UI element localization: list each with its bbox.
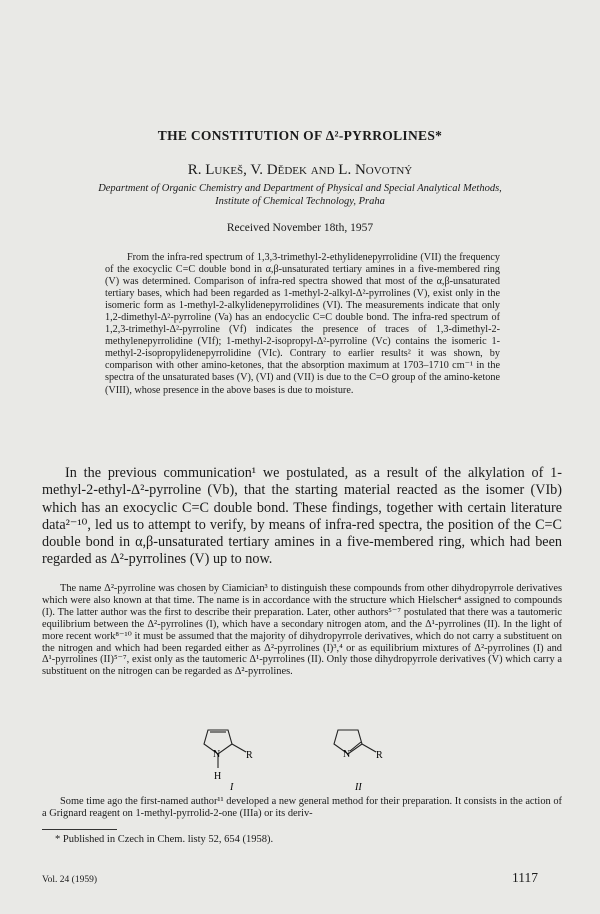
- atom-n-label: N: [343, 749, 351, 760]
- affiliation-line: Institute of Chemical Technology, Praha: [215, 195, 385, 207]
- page-number: 1117: [512, 870, 538, 885]
- footnote-divider: [42, 829, 117, 830]
- substituent-r-label: R: [376, 750, 383, 761]
- structure-I: [204, 730, 246, 768]
- intro-paragraph: In the previous communication¹ we postulated, as a result of the alkylation of 1-methyl-2-ethyl-Δ²-pyrroline (Vb), that the starting material reacted as the isomer (VIb) which has an exocyclic C=C double bond. These findings, together with certain literature data²⁻¹⁰, led us to attempt to verify, by means of infra-red spectra, the position of the C=C double bond in α,β-unsaturated tertiary amines in a five-membered ring, which had been regarded as Δ²-pyrrolines (V) up to now.: [42, 465, 562, 568]
- atom-h-label: H: [214, 771, 222, 782]
- affiliation-line: Department of Organic Chemistry and Department of Physical and Special Analytical Methods,: [98, 183, 502, 194]
- substituent-r-label: R: [246, 750, 253, 761]
- structural-formulas: [180, 722, 430, 792]
- body-paragraph: The name Δ²-pyrroline was chosen by Ciamician³ to distinguish these compounds from other dihydropyrrole derivatives which were also known at that time. The name is in accordance with the structure which Hielscher⁴ assigned to compounds (I). The latter author was the first to describe their preparation. Later, other authors⁵⁻⁷ postulated that there was a tautomeric equilibrium between the Δ²-pyrrolines (I), which have a secondary nitrogen atom, and the Δ¹-pyrrolines (II). In the light of more recent work⁸⁻¹⁰ it must be assumed that the majority of dihydropyrrole derivatives, which do not carry a substituent on the nitrogen and which had been regarded either as Δ²-pyrrolines (I)³,⁴ or as equilibrium mixtures of Δ²-pyrrolines (I) and Δ¹-pyrrolines (II)⁵⁻⁷, exist only as the tautomeric Δ¹-pyrrolines (II). Only those dihydropyrrole derivatives (V) which carry a substituent on the nitrogen can be regarded as Δ²-pyrrolines.: [42, 583, 562, 678]
- structure-label: I: [230, 782, 234, 792]
- paper-title: THE CONSTITUTION OF Δ²-PYRROLINES*: [157, 128, 443, 143]
- body-paragraph-2: Some time ago the first-named author¹¹ developed a new general method for their preparation. It consists in the action of a Grignard reagent on 1-methyl-pyrrolid-2-one (IIIa) or its deriv-: [42, 796, 562, 819]
- footnote: * Published in Czech in Chem. listy 52, 654 (1958).: [55, 834, 274, 845]
- authors: R. Lukeš, V. Dědek and L. Novotný: [187, 162, 413, 178]
- abstract: From the infra-red spectrum of 1,3,3-trimethyl-2-ethylidenepyrrolidine (VII) the frequency of the exocyclic C=C double bond in α,β-unsaturated tertiary amines in a five-membered ring (V) was determined. Comparison of infra-red spectra showed that most of the α,β-unsaturated tertiary bases, which had been regarded as 1-methyl-2-alkyl-Δ²-pyrrolines (V), exist only in the isomeric form as 1-methyl-2-alkylidenepyrrolidines (VI). The measurements indicate that only 1,2-dimethyl-Δ²-pyrroline (Va) has an endocyclic C=C double bond. The infra-red spectrum of 1,2,3-trimethyl-Δ²-pyrroline (Vf) indicates the presence of traces of 1,3-dimethyl-2-methylenepyrrolidine (VIf); 1-methyl-2-isopropyl-Δ²-pyrroline (Vc) contains the isomeric 1-methyl-2-isopropylidenepyrrolidine (VIc). Contrary to earlier results² it was shown, by comparison with other amino-ketones, that the absorption maximum at 1703–1710 cm⁻¹ in the spectra of the unsaturated bases (V), (VI) and (VII) is due to the C=O group of the amino-ketone (VIII), whose presence in the above bases is due to moisture.: [105, 252, 500, 396]
- structure-II: [334, 730, 376, 754]
- affiliation: [30, 183, 570, 208]
- received-date: Received November 18th, 1957: [226, 222, 374, 234]
- structure-label: II: [355, 782, 362, 792]
- atom-n-label: N: [213, 749, 221, 760]
- volume-info: Vol. 24 (1959): [42, 875, 97, 885]
